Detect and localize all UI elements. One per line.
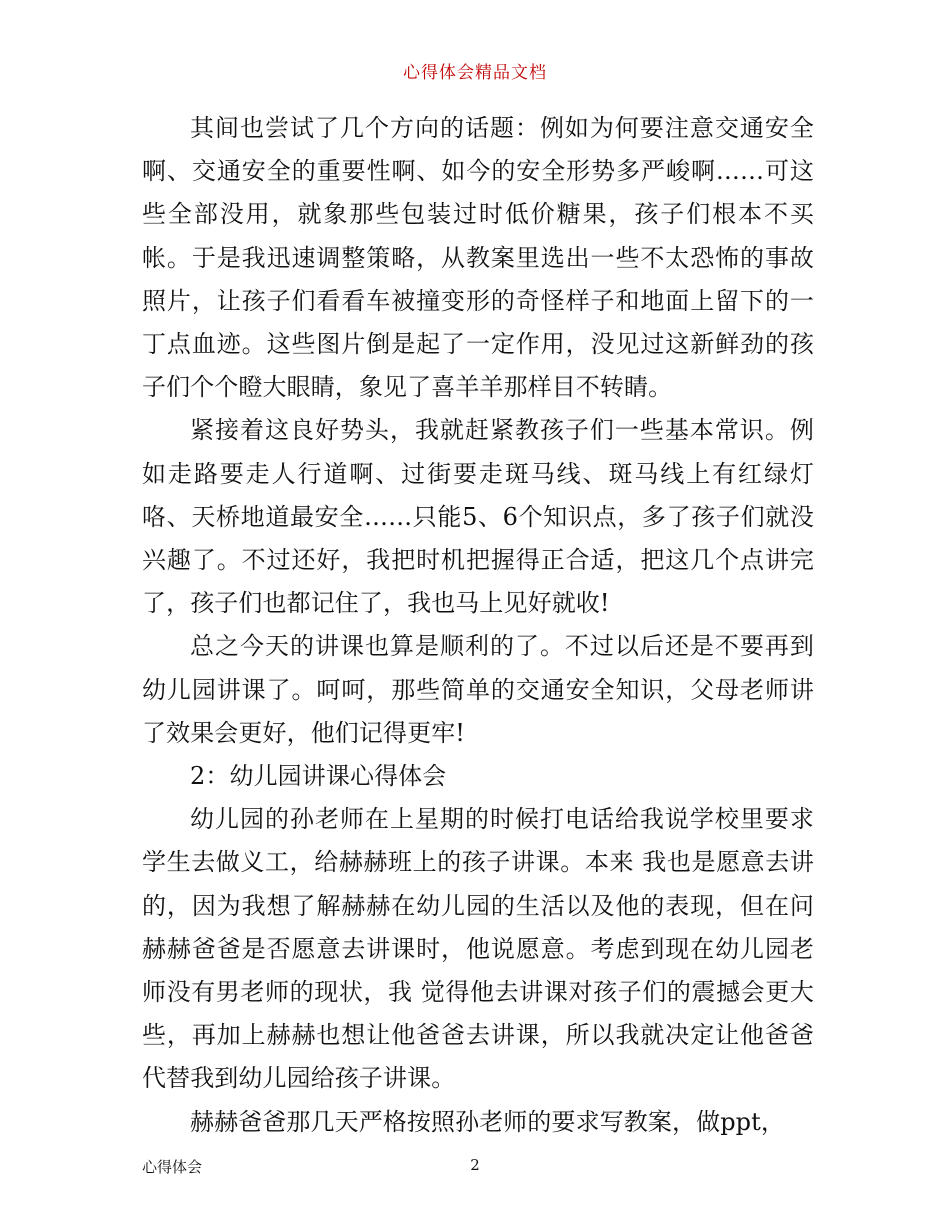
paragraph: 紧接着这良好势头，我就赶紧教孩子们一些基本常识。例如走路要走人行道啊、过街要走斑马线、斑马线上有红绿灯咯、天桥地道最安全……只能5、6个知识点，多了孩子们就没兴趣了。不过还好，我把时机把握得正合适，把这几个点讲完了，孩子们也都记住了，我也马上见好就收!	[142, 416, 814, 618]
footer-label: 心得体会	[142, 1158, 203, 1176]
page-number: 2	[470, 1156, 480, 1174]
paragraph: 幼儿园的孙老师在上星期的时候打电话给我说学校里要求学生去做义工，给赫赫班上的孩子讲课。本来 我也是愿意去讲的，因为我想了解赫赫在幼儿园的生活以及他的表现，但在问赫赫爸爸是否愿意去讲课时，他说愿意。考虑到现在幼儿园老师没有男老师的现状，我 觉得他去讲课对孩子们的震撼会更大些，再加上赫赫也想让他爸爸去讲课，所以我就决定让他爸爸代替我到幼儿园给孩子讲课。	[142, 805, 814, 1093]
paragraph: 赫赫爸爸那几天严格按照孙老师的要求写教案，做ppt，	[190, 1107, 785, 1136]
paragraph: 其间也尝试了几个方向的话题：例如为何要注意交通安全啊、交通安全的重要性啊、如今的安全形势多严峻啊……可这些全部没用，就象那些包装过时低价糖果，孩子们根本不买帐。于是我迅速调整策略，从教案里选出一些不太恐怖的事故照片，让孩子们看看车被撞变形的奇怪样子和地面上留下的一丁点血迹。这些图片倒是起了一定作用，没见过这新鲜劲的孩子们个个瞪大眼睛，象见了喜羊羊那样目不转睛。	[142, 114, 814, 402]
section-heading: 2：幼儿园讲课心得体会	[190, 762, 447, 791]
header-title: 心得体会精品文档	[403, 63, 547, 83]
body-text	[142, 107, 814, 1144]
paragraph: 总之今天的讲课也算是顺利的了。不过以后还是不要再到幼儿园讲课了。呵呵，那些简单的交通安全知识，父母老师讲了效果会更好，他们记得更牢!	[142, 632, 814, 747]
